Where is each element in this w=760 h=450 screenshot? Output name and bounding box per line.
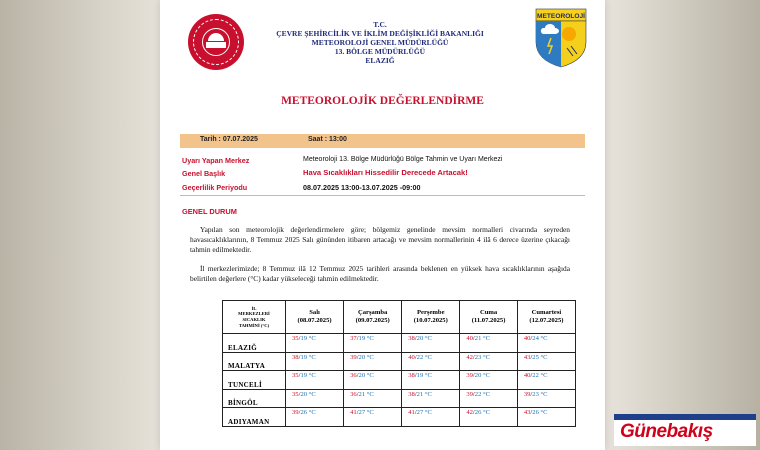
header-line-city: ELAZIĞ [365, 56, 395, 65]
day-header: Cumartesi (12.07.2025) [517, 301, 575, 334]
day-header: Çarşamba (09.07.2025) [344, 301, 402, 334]
paragraph-2: İl merkezlerimizde; 8 Temmuz ilâ 12 Temmuz 2025 tarihleri arasında beklenen en yüksek hava sıcaklıklarının aşağıda belirtilen değerlere (°C) kadar yükseleceği tahmin edilmektedir. [190, 264, 570, 283]
day-header: Salı (08.07.2025) [286, 301, 344, 334]
header-line-ministry: ÇEVRE ŞEHİRCİLİK VE İKLİM DEĞİŞİKLİĞİ BAKANLIĞI [276, 29, 484, 38]
city-cell: ADIYAMAN [223, 408, 286, 427]
temperature-cell: 42/26 °C [460, 408, 518, 427]
temperature-cell: 36/21 °C [344, 389, 402, 408]
temperature-cell: 40/22 °C [517, 371, 575, 390]
temperature-cell: 39/23 °C [517, 389, 575, 408]
temperature-cell: 43/25 °C [517, 352, 575, 371]
date-time-bar [180, 134, 585, 148]
temperature-cell: 37/19 °C [344, 334, 402, 353]
watermark-text: Günebakış [620, 421, 713, 442]
temperature-cell: 40/24 °C [517, 334, 575, 353]
table-corner-header: İL MERKEZLERİ SICAKLIK TAHMİNİ (°C) [223, 301, 286, 334]
header-line-region: 13. BÖLGE MÜDÜRLÜĞÜ [334, 47, 426, 56]
day-header: Perşembe (10.07.2025) [402, 301, 460, 334]
table-row [223, 352, 576, 371]
day-header: Cuma (11.07.2025) [460, 301, 518, 334]
ministry-seal-icon [188, 14, 244, 70]
temperature-cell: 38/21 °C [402, 389, 460, 408]
time-label: Saat : 13:00 [308, 136, 347, 143]
header-line-directorate: METEOROLOJİ GENEL MÜDÜRLÜĞÜ [311, 38, 449, 47]
meteoroloji-logo-icon [535, 8, 587, 68]
city-cell: BİNGÖL [223, 389, 286, 408]
table-row [223, 334, 576, 353]
table-row [223, 408, 576, 427]
field-label-title: Genel Başlık [182, 169, 226, 178]
temperature-cell: 42/23 °C [460, 352, 518, 371]
temperature-cell: 38/19 °C [286, 352, 344, 371]
temperature-cell: 38/20 °C [402, 334, 460, 353]
header-line-tc: T.C. [373, 20, 387, 29]
header-block [260, 20, 500, 65]
field-label-period: Geçerlilik Periyodu [182, 183, 248, 192]
temperature-cell: 39/20 °C [460, 371, 518, 390]
temperature-cell: 39/20 °C [344, 352, 402, 371]
field-value-center: Meteoroloji 13. Bölge Müdürlüğü Bölge Tahmin ve Uyarı Merkezi [303, 156, 503, 163]
temperature-cell: 40/22 °C [402, 352, 460, 371]
section-title: GENEL DURUM [182, 207, 237, 216]
city-cell: TUNCELİ [223, 371, 286, 390]
field-value-title: Hava Sıcaklıkları Hissedilir Derecede Artacak! [303, 168, 468, 177]
temperature-cell: 35/19 °C [286, 371, 344, 390]
table-row [223, 371, 576, 390]
temperature-cell: 36/20 °C [344, 371, 402, 390]
svg-text:METEOROLOJİ: METEOROLOJİ [537, 13, 585, 20]
city-cell: ELAZIĞ [223, 334, 286, 353]
city-cell: MALATYA [223, 352, 286, 371]
temperature-cell: 40/21 °C [460, 334, 518, 353]
temperature-cell: 41/27 °C [344, 408, 402, 427]
table-header-row [223, 301, 576, 334]
temperature-cell: 39/22 °C [460, 389, 518, 408]
field-value-period: 08.07.2025 13:00-13.07.2025 -09:00 [303, 183, 421, 192]
date-label: Tarih : 07.07.2025 [200, 136, 258, 143]
document-page [160, 0, 605, 450]
temperature-cell: 43/26 °C [517, 408, 575, 427]
temperature-cell: 38/19 °C [402, 371, 460, 390]
watermark-badge [614, 414, 756, 446]
divider [180, 195, 585, 196]
background-right [600, 0, 760, 450]
document-title: METEOROLOJİK DEĞERLENDİRME [281, 95, 484, 107]
temperature-cell: 35/20 °C [286, 389, 344, 408]
temperature-cell: 35/19 °C [286, 334, 344, 353]
temperature-table [222, 300, 576, 427]
paragraph-1: Yapılan son meteorolojik değerlendirmelere göre; bölgemiz genelinde mevsim normalleri civarında seyreden havasıcaklıklarının, 8 Temmuz 2025 Salı gününden itibaren artacağı ve mevsim normallerinin 4 ilâ 6 derece üzerine çıkacağı tahmin edilmektedir. [190, 225, 570, 254]
temperature-cell: 39/26 °C [286, 408, 344, 427]
field-label-center: Uyarı Yapan Merkez [182, 156, 250, 165]
temperature-cell: 41/27 °C [402, 408, 460, 427]
background-left [0, 0, 170, 450]
table-row [223, 389, 576, 408]
